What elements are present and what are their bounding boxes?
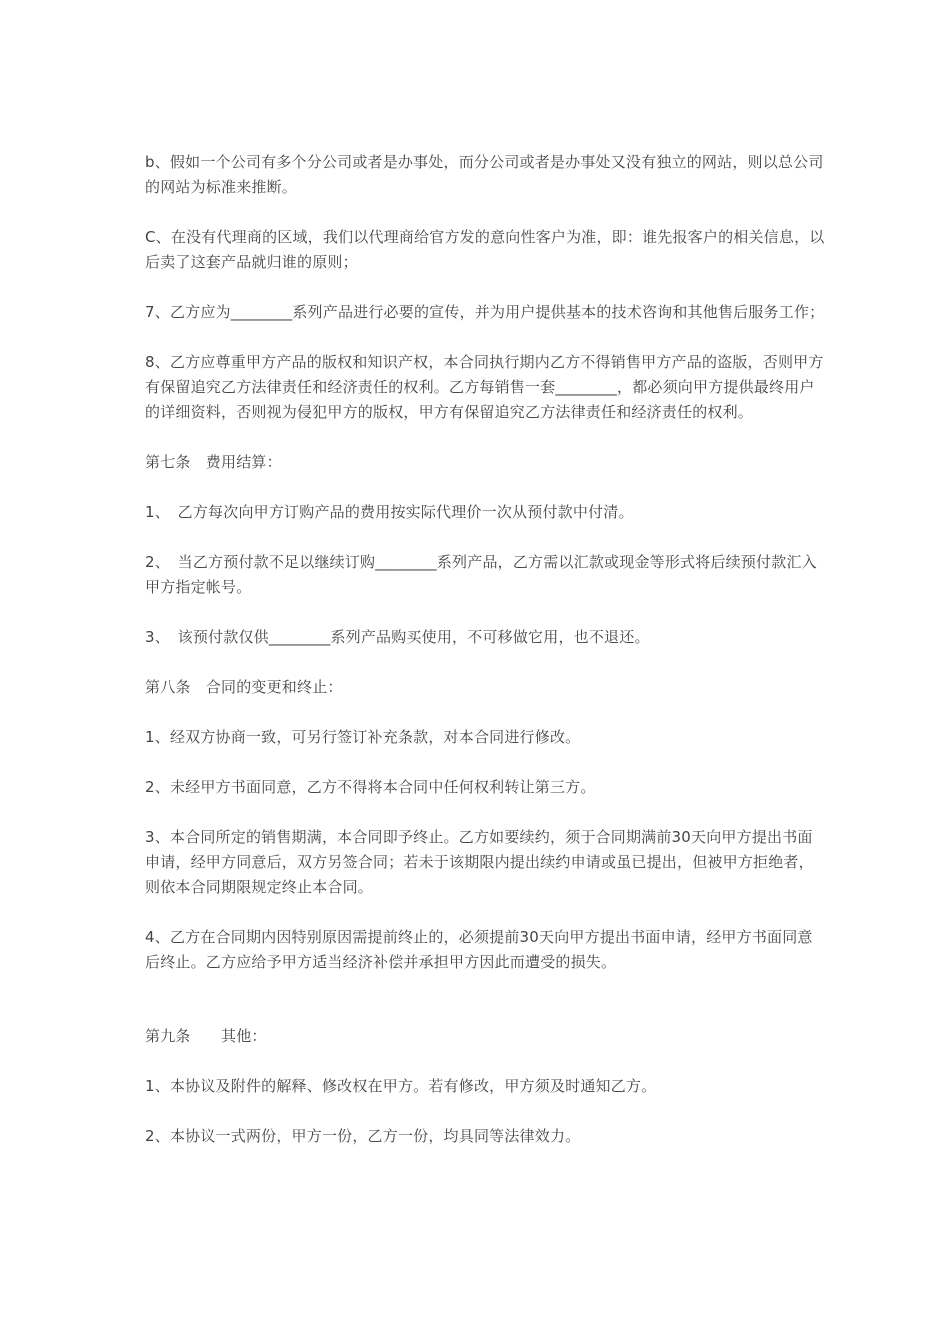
article-9-heading: 第九条 其他： xyxy=(145,1027,267,1045)
clause-7-paragraph: 7、乙方应为________系列产品进行必要的宣传，并为用户提供基本的技术咨询和其他售后服务工作； xyxy=(145,303,825,321)
article-8-item-4: 4、乙方在合同期内因特别原因需提前终止的，必须提前30天向甲方提出书面申请，经甲方书面同意后终止。乙方应给予甲方适当经济补偿并承担甲方因此而遭受的损失。 xyxy=(145,928,813,971)
article-8-item-3: 3、本合同所定的销售期满，本合同即予终止。乙方如要续约，须于合同期满前30天向甲方提出书面申请，经甲方同意后，双方另签合同；若未于该期限内提出续约申请或虽已提出，但被甲方拒绝者，则依本合同期限规定终止本合同。 xyxy=(145,828,814,896)
article-8-item-2: 2、未经甲方书面同意，乙方不得将本合同中任何权利转让第三方。 xyxy=(145,778,596,796)
article-7-heading: 第七条 费用结算： xyxy=(145,453,282,471)
article-9-item-2: 2、本协议一式两份，甲方一份，乙方一份，均具同等法律效力。 xyxy=(145,1127,581,1145)
article-9-item-1: 1、本协议及附件的解释、修改权在甲方。若有修改，甲方须及时通知乙方。 xyxy=(145,1077,657,1095)
clause-8-paragraph: 8、乙方应尊重甲方产品的版权和知识产权，本合同执行期内乙方不得销售甲方产品的盗版，否则甲方有保留追究乙方法律责任和经济责任的权利。乙方每销售一套________，都必须向甲方提供最终用户的详细资料，否则视为侵犯甲方的版权，甲方有保留追究乙方法律责任和经济责任的权利。 xyxy=(145,353,824,421)
clause-b-paragraph: b、假如一个公司有多个分公司或者是办事处，而分公司或者是办事处又没有独立的网站，则以总公司的网站为标准来推断。 xyxy=(145,153,824,196)
article-8-heading: 第八条 合同的变更和终止： xyxy=(145,678,343,696)
article-7-item-1: 1、 乙方每次向甲方订购产品的费用按实际代理价一次从预付款中付清。 xyxy=(145,503,634,521)
article-8-item-1: 1、经双方协商一致，可另行签订补充条款，对本合同进行修改。 xyxy=(145,728,581,746)
clause-c-paragraph: C、在没有代理商的区域，我们以代理商给官方发的意向性客户为准，即：谁先报客户的相关信息，以后卖了这套产品就归谁的原则； xyxy=(145,228,825,271)
article-7-item-2: 2、 当乙方预付款不足以继续订购________系列产品，乙方需以汇款或现金等形式将后续预付款汇入甲方指定帐号。 xyxy=(145,553,817,596)
article-7-item-3: 3、 该预付款仅供________系列产品购买使用，不可移做它用，也不退还。 xyxy=(145,628,650,646)
document-page xyxy=(145,150,825,1174)
